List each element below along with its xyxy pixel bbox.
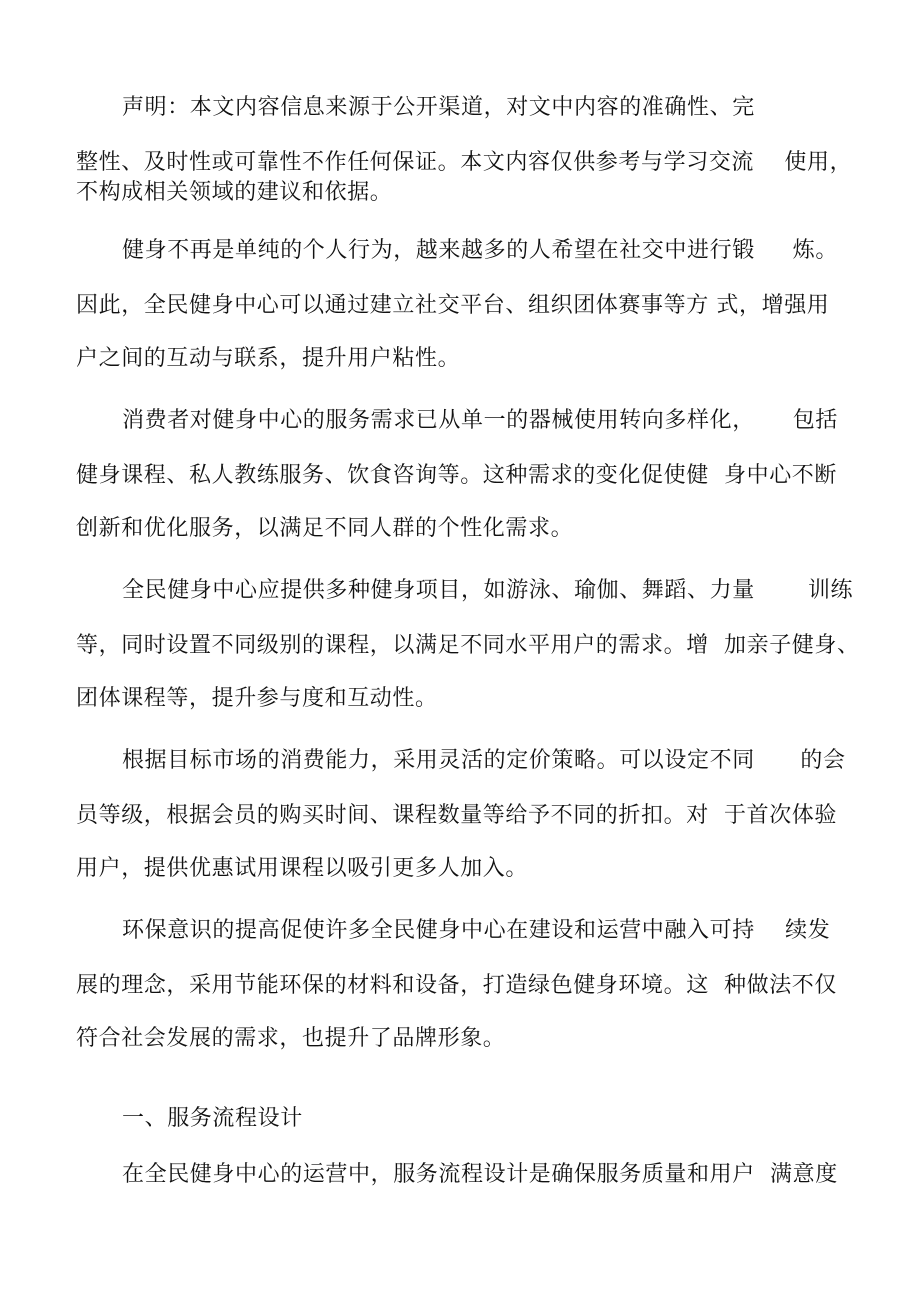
text-line: 员等级，根据会员的购买时间、课程数量等给予不同的折扣。对 于首次体验 [76, 803, 837, 828]
text-line: 不构成相关领域的建议和依据。 [76, 180, 393, 205]
text-line: 用户，提供优惠试用课程以吸引更多人加入。 [76, 856, 529, 881]
text-line: 因此，全民健身中心可以通过建立社交平台、组织团体赛事等方 式，增强用 [76, 293, 830, 318]
text-line: 健身不再是单纯的个人行为，越来越多的人希望在社交中进行锻 炼。 [122, 238, 838, 263]
text-line: 健身课程、私人教练服务、饮食咨询等。这种需求的变化促使健 身中心不断 [76, 463, 837, 488]
text-line: 声明：本文内容信息来源于公开渠道，对文中内容的准确性、完 [122, 95, 755, 120]
text-line: 整性、及时性或可靠性不作任何保证。本文内容仅供参考与学习交流 使用， [76, 150, 853, 175]
text-line: 符合社会发展的需求，也提升了品牌形象。 [76, 1026, 506, 1051]
section-heading: 一、服务流程设计 [122, 1106, 303, 1131]
text-line: 创新和优化服务，以满足不同人群的个性化需求。 [76, 516, 574, 541]
text-line: 消费者对健身中心的服务需求已从单一的器械使用转向多样化， 包括 [122, 408, 838, 433]
text-line: 团体课程等，提升参与度和互动性。 [76, 686, 438, 711]
text-line: 等，同时设置不同级别的课程，以满足不同水平用户的需求。增 加亲子健身、 [76, 633, 860, 658]
text-line: 环保意识的提高促使许多全民健身中心在建设和运营中融入可持 续发 [122, 918, 831, 943]
text-line: 在全民健身中心的运营中，服务流程设计是确保服务质量和用户 满意度 [122, 1162, 838, 1187]
text-line: 展的理念，采用节能环保的材料和设备，打造绿色健身环境。这 种做法不仅 [76, 973, 837, 998]
text-line: 全民健身中心应提供多种健身项目，如游泳、瑜伽、舞蹈、力量 训练 [122, 578, 854, 603]
text-line: 户之间的互动与联系，提升用户粘性。 [76, 346, 461, 371]
text-line: 根据目标市场的消费能力，采用灵活的定价策略。可以设定不同 的会 [122, 748, 846, 773]
